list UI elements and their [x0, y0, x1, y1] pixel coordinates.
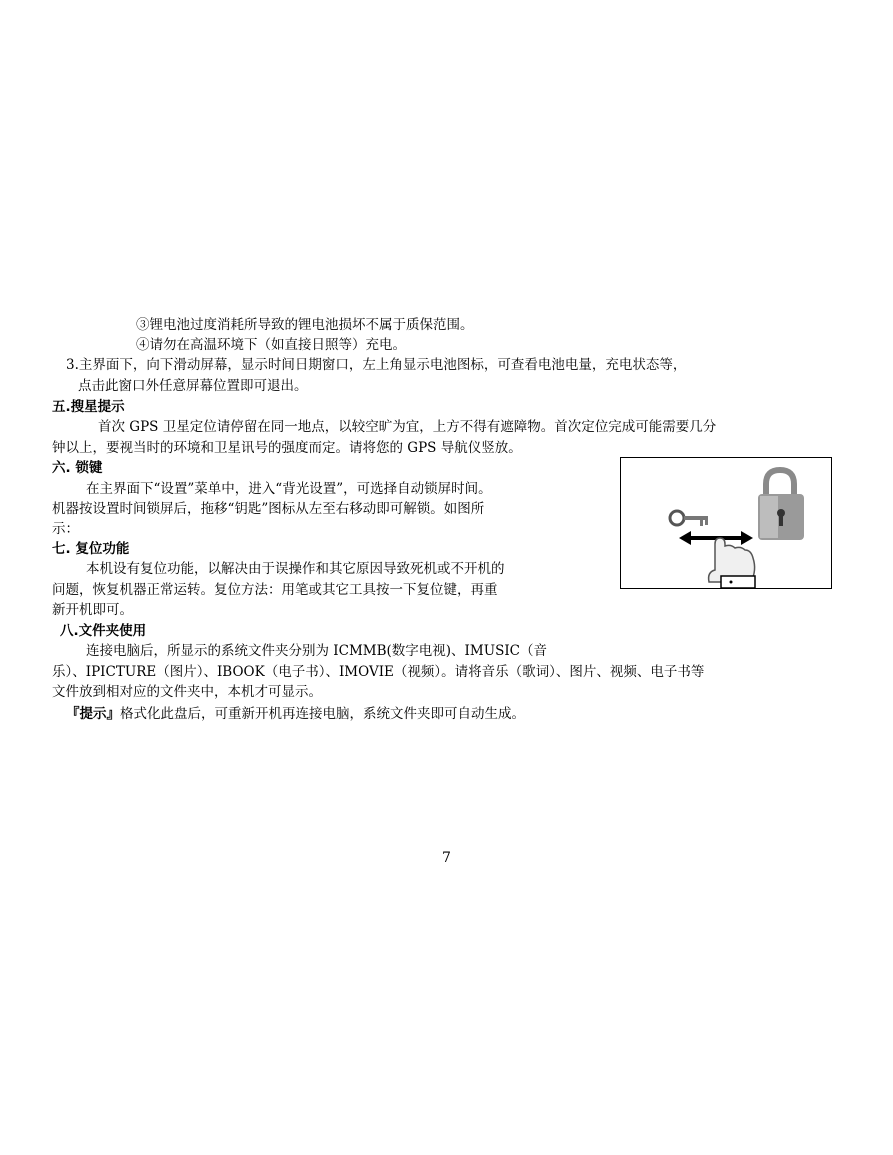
hand-icon: [709, 538, 755, 588]
section7-line2: 问题，恢复机器正常运转。复位方法：用笔或其它工具按一下复位键，再重: [52, 582, 498, 598]
section7-heading: 七. 复位功能: [52, 541, 130, 557]
tip-label: 『提示』: [66, 706, 120, 722]
tip-line: [66, 705, 525, 724]
section6-line3: 示：: [52, 521, 79, 537]
page-number: 7: [442, 850, 451, 866]
section8-heading: 八.文件夹使用: [60, 623, 147, 639]
section8-line3: 文件放到相对应的文件夹中，本机才可显示。: [52, 684, 322, 700]
item3-line1: 3.主界面下，向下滑动屏幕，显示时间日期窗口，左上角显示电池图标，可查看电池电量，充电状态等，: [66, 357, 687, 373]
battery-note-4: ④请勿在高温环境下（如直接日照等）充电。: [136, 337, 406, 353]
section6-heading: 六. 锁键: [52, 460, 103, 476]
battery-note-3: ③锂电池过度消耗所导致的锂电池损坏不属于质保范围。: [136, 317, 474, 333]
key-icon: [670, 511, 708, 526]
section6-line1: 在主界面下“设置”菜单中，进入“背光设置”，可选择自动锁屏时间。: [86, 481, 492, 497]
section6-line2: 机器按设置时间锁屏后，拖移“钥匙”图标从左至右移动即可解锁。如图所: [52, 501, 485, 517]
section7-line3: 新开机即可。: [52, 602, 133, 618]
tip-text: 格式化此盘后，可重新开机再连接电脑，系统文件夹即可自动生成。: [120, 706, 525, 722]
section5-line2: 钟以上，要视当时的环境和卫星讯号的强度而定。请将您的 GPS 导航仪竖放。: [52, 440, 522, 456]
section8-line1: 连接电脑后，所显示的系统文件夹分别为 ICMMB(数字电视)、IMUSIC（音: [86, 643, 547, 659]
section7-line1: 本机设有复位功能，以解决由于误操作和其它原因导致死机或不开机的: [86, 561, 505, 577]
unlock-illustration-svg: [621, 458, 831, 588]
unlock-illustration: [620, 457, 832, 589]
section5-line1: 首次 GPS 卫星定位请停留在同一地点，以较空旷为宜，上方不得有遮障物。首次定位完成可能需要几分: [98, 419, 717, 435]
section8-line2: 乐）、IPICTURE（图片）、IBOOK（电子书）、IMOVIE（视频）。请将音乐（歌词）、图片、视频、电子书等: [52, 664, 705, 680]
lock-icon: [758, 470, 804, 540]
item3-line2: 点击此窗口外任意屏幕位置即可退出。: [78, 378, 308, 394]
section5-heading: 五.搜星提示: [52, 399, 125, 415]
